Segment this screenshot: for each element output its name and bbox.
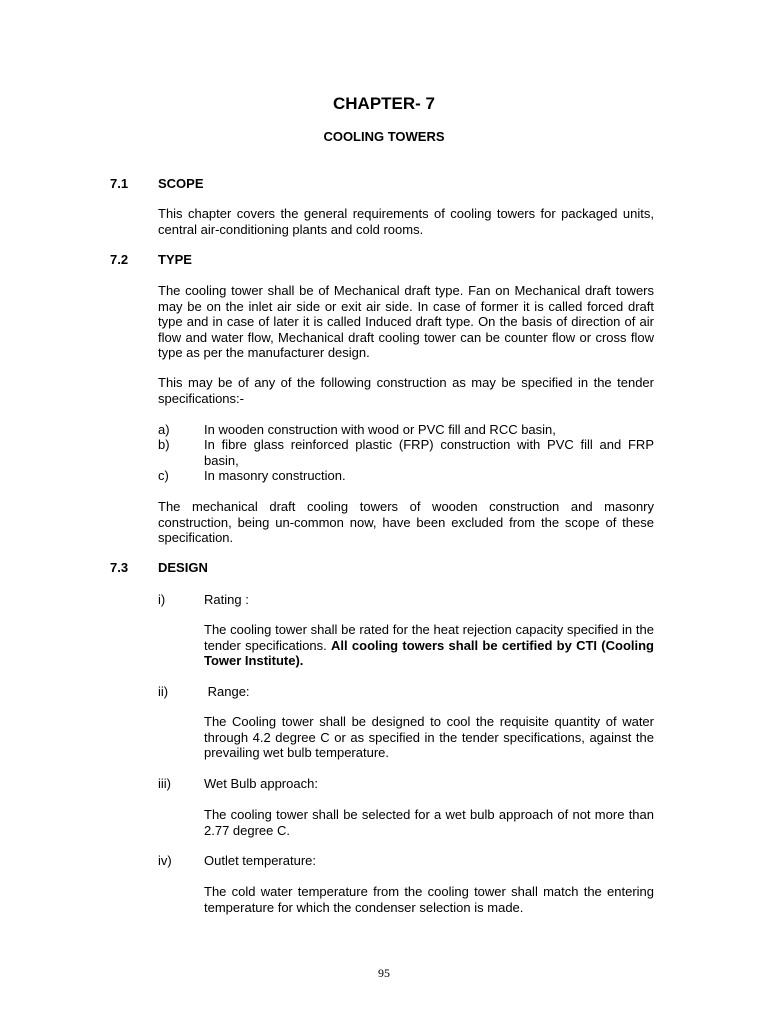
list-item-a-marker: a)	[158, 422, 170, 437]
section-7-2-paragraph-3: The mechanical draft cooling towers of wooden construction and masonry construction, being un-common now, have been excluded from the scope of these specification.	[158, 499, 654, 545]
design-item-3-title: Wet Bulb approach:	[204, 776, 318, 791]
design-item-3-marker: iii)	[158, 776, 171, 791]
design-item-1-text-regular: The cooling tower shall be rated for the heat rejection capacity specified in the tender specifications.	[204, 622, 654, 653]
section-7-2-paragraph-2: This may be of any of the following construction as may be specified in the tender specifications:-	[158, 375, 654, 406]
chapter-title: CHAPTER- 7	[332, 94, 435, 113]
design-item-2-marker: ii)	[158, 684, 169, 699]
design-item-2-title: Range:	[204, 684, 250, 699]
section-7-2-heading: TYPE	[158, 252, 192, 267]
section-7-2-paragraph-1: The cooling tower shall be of Mechanical draft type. Fan on Mechanical draft towers may be on the inlet air side or exit air side. In case of former it is called forced draft type and in case of later it is called Induced draft type. On the basis of direction of air flow and water flow, Mechanical draft cooling tower can be counter flow or cross flow type as per the manufacturer design.	[158, 283, 654, 360]
section-7-3-heading: DESIGN	[158, 560, 208, 575]
list-item-b-marker: b)	[158, 437, 170, 452]
section-7-1-heading: SCOPE	[158, 176, 204, 191]
page-number: 95	[378, 966, 390, 980]
list-item-c-marker: c)	[158, 468, 169, 483]
list-item-c-text: In masonry construction.	[204, 468, 346, 483]
design-item-3-text: The cooling tower shall be selected for a wet bulb approach of not more than 2.77 degree C.	[204, 807, 654, 838]
design-item-1-text	[204, 622, 654, 669]
design-item-1-title: Rating :	[204, 592, 249, 607]
section-7-3-number: 7.3	[110, 560, 129, 575]
design-item-4-title: Outlet temperature:	[204, 853, 316, 868]
section-7-2-number: 7.2	[110, 252, 129, 267]
design-item-1-text-bold: All cooling towers shall be certified by CTI (Cooling Tower Institute).	[204, 637, 655, 668]
design-item-4-text: The cold water temperature from the cooling tower shall match the entering temperature for which the condenser selection is made.	[204, 884, 654, 915]
chapter-subtitle: COOLING TOWERS	[323, 129, 445, 144]
design-item-2-text: The Cooling tower shall be designed to cool the requisite quantity of water through 4.2 degree C or as specified in the tender specifications, against the prevailing wet bulb temperature.	[204, 714, 654, 760]
design-item-4-marker: iv)	[158, 853, 172, 868]
design-item-1-marker: i)	[158, 592, 166, 607]
section-7-1-paragraph: This chapter covers the general requirements of cooling towers for packaged units, central air-conditioning plants and cold rooms.	[158, 206, 654, 237]
list-item-a-text: In wooden construction with wood or PVC fill and RCC basin,	[204, 422, 556, 437]
list-item-b-text: In fibre glass reinforced plastic (FRP) construction with PVC fill and FRP basin,	[204, 437, 654, 468]
section-7-1-number: 7.1	[110, 176, 129, 191]
